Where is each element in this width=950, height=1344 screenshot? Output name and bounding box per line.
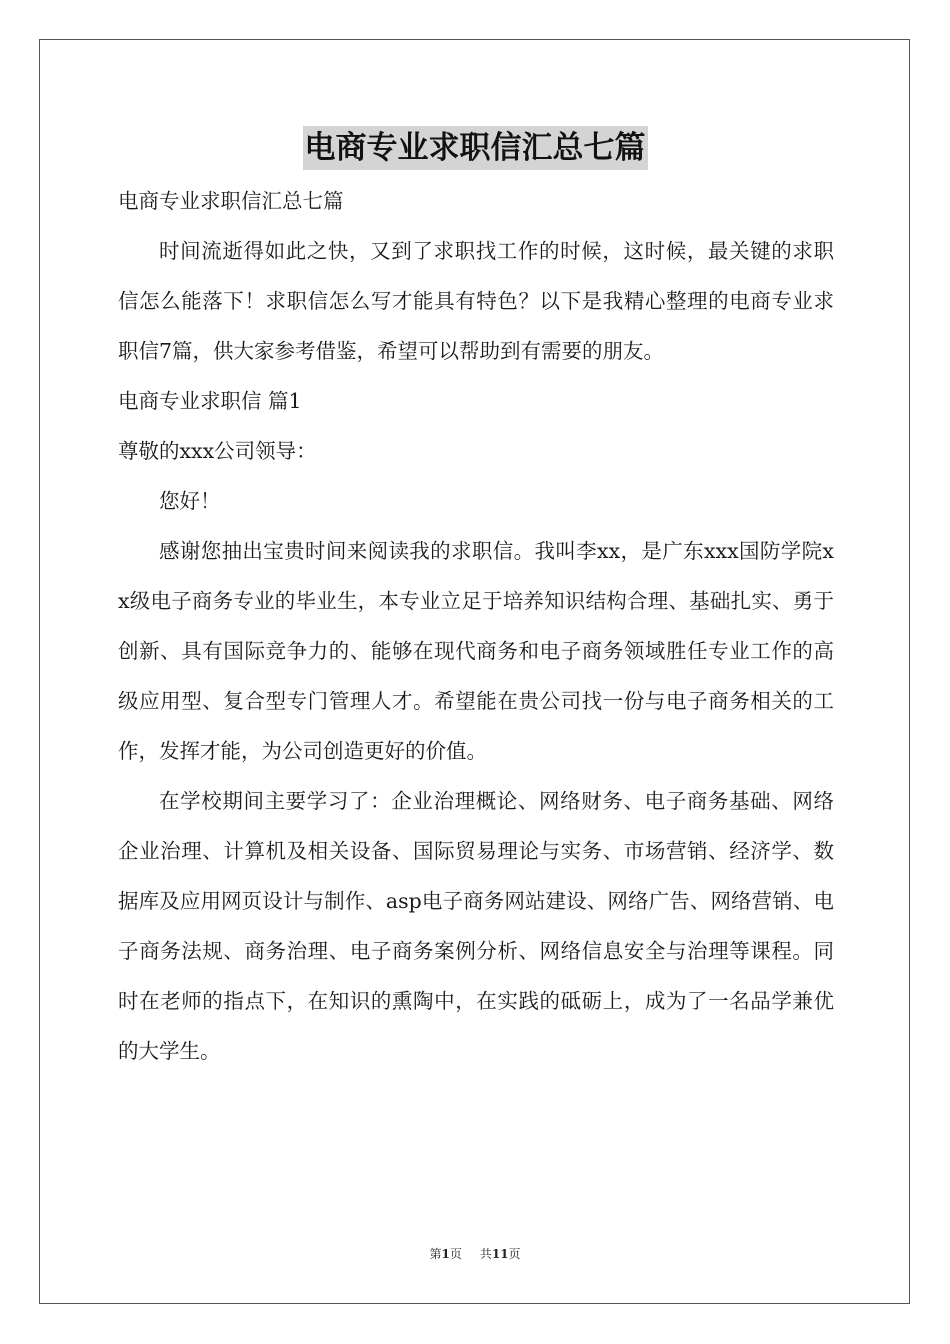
- page-suffix: 页: [449, 1247, 462, 1261]
- paragraph: 感谢您抽出宝贵时间来阅读我的求职信。我叫李xx，是广东xxx国防学院xx级电子商务专业的毕业生，本专业立足于培养知识结构合理、基础扎实、勇于创新、具有国际竞争力的、能够在现代商务和电子商务领域胜任专业工作的高级应用型、复合型专门管理人才。希望能在贵公司找一份与电子商务相关的工作，发挥才能，为公司创造更好的价值。: [118, 539, 834, 763]
- total-suffix: 页: [508, 1247, 521, 1261]
- paragraph: 在学校期间主要学习了：企业治理概论、网络财务、电子商务基础、网络企业治理、计算机及相关设备、国际贸易理论与实务、市场营销、经济学、数据库及应用网页设计与制作、asp电子商务网站建设、网络广告、网络营销、电子商务法规、商务治理、电子商务案例分析、网络信息安全与治理等课程。同时在老师的指点下，在知识的熏陶中，在实践的砥砺上，成为了一名品学兼优的大学生。: [118, 789, 834, 1063]
- document-body: [118, 176, 834, 1076]
- page-prefix: 第: [429, 1247, 442, 1261]
- title-container: [0, 126, 950, 170]
- paragraph: 您好！: [159, 489, 221, 513]
- paragraph: 电商专业求职信汇总七篇: [118, 189, 344, 213]
- total-pages: 11: [491, 1247, 509, 1261]
- page-number: 1: [441, 1247, 450, 1261]
- paragraph: 尊敬的xxx公司领导：: [118, 439, 317, 463]
- paragraph: 时间流逝得如此之快，又到了求职找工作的时候，这时候，最关键的求职信怎么能落下！求职信怎么写才能具有特色？以下是我精心整理的电商专业求职信7篇，供大家参考借鉴，希望可以帮助到有需要的朋友。: [118, 239, 834, 363]
- page-footer: [0, 1246, 950, 1262]
- document-title: 电商专业求职信汇总七篇: [303, 126, 648, 170]
- total-prefix: 共: [479, 1247, 492, 1261]
- paragraph: 电商专业求职信 篇1: [118, 389, 302, 413]
